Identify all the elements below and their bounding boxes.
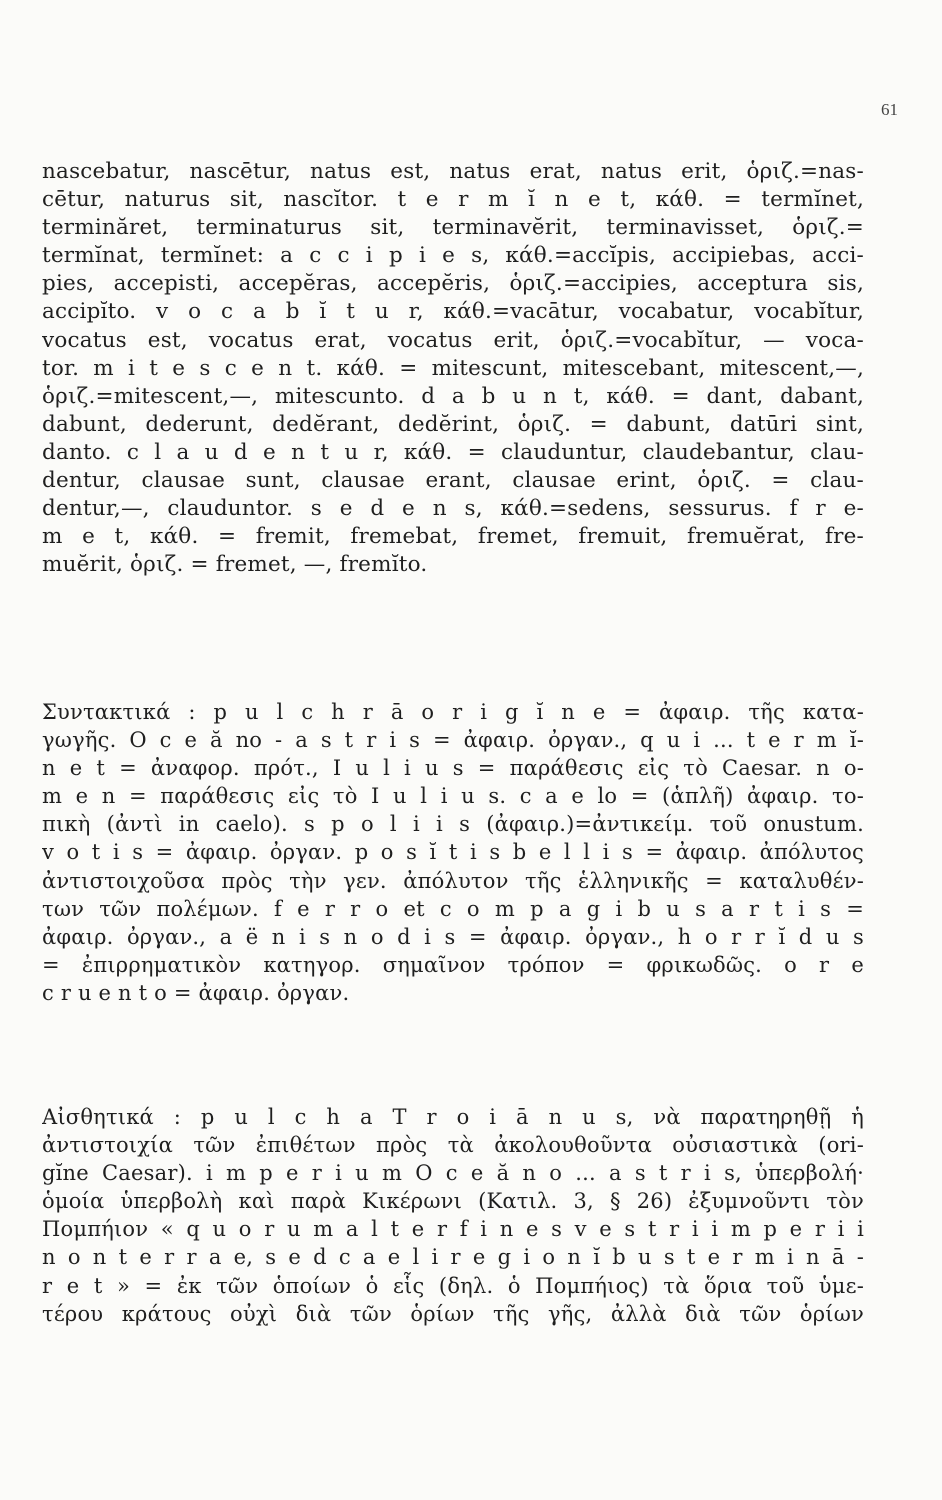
text-line: v o t i s = ἀφαιρ. ὀργαν. p o s ĭ t i s b e l l i s = ἀφαιρ. ἀπόλυτος: [42, 840, 864, 865]
text-line: Αἰσθητικά : p u l c h a T r o i ā n u s, νὰ παρατηρηθῇ ἡ: [42, 1105, 864, 1129]
text-line: γωγῆς. O c e ă no - a s t r i s = ἀφαιρ. ὀργαν., q u i ... t e r m ĭ-: [42, 728, 864, 753]
text-line: Συντακτικά : p u l c h r ā o r i g ĭ n e = ἀφαιρ. τῆς κατα-: [42, 700, 864, 724]
text-line: n o n t e r r a e, s e d c a e l i r e g i o n ĭ b u s t e r m i n ā -: [42, 1245, 864, 1270]
paragraph-3: [42, 1103, 864, 1328]
text-line: m e t, κάθ. = fremit, fremebat, fremet, fremuit, fremuĕrat, fre-: [42, 524, 864, 550]
text-line: ὁριζ.=mitescent,—, mitescunto. d a b u n t, κάθ. = dant, dabant,: [42, 383, 864, 409]
text-line: gĭne Caesar). i m p e r i u m O c e ă n o ... a s t r i s, ὑπερβολή·: [42, 1161, 864, 1186]
text-line: ἀντιστοιχία τῶν ἐπιθέτων πρὸς τὰ ἀκολουθοῦντα οὐσιαστικὰ (ori-: [42, 1133, 864, 1158]
text-line: dabunt, dederunt, dedĕrant, dedĕrint, ὁριζ. = dabunt, datūri sint,: [42, 411, 864, 437]
text-line: pies, accepisti, accepĕras, accepĕris, ὁριζ.=accipies, acceptura sis,: [42, 271, 864, 297]
text-line: ἀφαιρ. ὀργαν., a ë n i s n o d i s = ἀφαιρ. ὀργαν., h o r r ĭ d u s: [42, 924, 864, 949]
text-line: dentur,—, clauduntor. s e d e n s, κάθ.=sedens, sessurus. f r e-: [42, 496, 864, 522]
text-line: ἀντιστοιχοῦσα πρὸς τὴν γεν. ἀπόλυτον τῆς ἑλληνικῆς = καταλυθέν-: [42, 868, 864, 893]
text-line: danto. c l a u d e n t u r, κάθ. = clauduntur, claudebantur, clau-: [42, 439, 864, 465]
text-line: r e t » = ἐκ τῶν ὁποίων ὁ εἷς (δηλ. ὁ Πομπήιος) τὰ ὅρια τοῦ ὑμε-: [42, 1273, 864, 1298]
page-number: 61: [881, 100, 898, 119]
text-line: vocatus est, vocatus erat, vocatus erit, ὁριζ.=vocabĭtur, — voca-: [42, 327, 864, 353]
text-line: των τῶν πολέμων. f e r r o et c o m p a g i b u s a r t i s =: [42, 896, 864, 921]
text-line: terminăret, terminaturus sit, terminavĕrit, terminavisset, ὁριζ.=: [42, 215, 864, 241]
text-line: muĕrit, ὁριζ. = fremet, —, fremĭto.: [42, 552, 428, 578]
text-line: n e t = ἀναφορ. πρότ., I u l i u s = παράθεσις εἰς τὸ Caesar. n o-: [42, 756, 864, 781]
text-line: = ἐπιρρηματικὸν κατηγορ. σημαῖνον τρόπον = φρικωδῶς. o r e: [42, 952, 864, 977]
text-line: Πομπήιον « q u o r u m a l t e r f i n e s v e s t r i i m p e r i i: [42, 1217, 864, 1242]
text-line: πικὴ (ἀντὶ in caelo). s p o l i i s (ἀφαιρ.)=ἀντικείμ. τοῦ onustum.: [42, 812, 864, 837]
paragraph-2: [42, 698, 864, 1007]
text-line: nascebatur, nascētur, natus est, natus erat, natus erit, ὁριζ.=nas-: [42, 159, 864, 184]
text-line: ὁμοία ὑπερβολὴ καὶ παρὰ Κικέρωνι (Κατιλ. 3, § 26) ἐξυμνοῦντι τὸν: [42, 1189, 864, 1214]
text-line: tor. m i t e s c e n t. κάθ. = mitescunt, mitescebant, mitescent,—,: [42, 355, 864, 381]
text-line: τέρου κράτους οὐχὶ διὰ τῶν ὁρίων τῆς γῆς, ἀλλὰ διὰ τῶν ὁρίων: [42, 1301, 864, 1326]
text-line: accipĭto. v o c a b ĭ t u r, κάθ.=vacātur, vocabatur, vocabĭtur,: [42, 299, 864, 325]
text-line: termĭnat, termĭnet: a c c i p i e s, κάθ.=accĭpis, accipiebas, acci-: [42, 243, 864, 269]
text-line: m e n = παράθεσις εἰς τὸ I u l i u s. c a e lo = (ἁπλῆ) ἀφαιρ. το-: [42, 784, 864, 809]
text-line: c r u e n t o = ἀφαιρ. ὀργαν.: [42, 980, 350, 1005]
text-line: cētur, naturus sit, nascĭtor. t e r m ĭ n e t, κάθ. = termĭnet,: [42, 187, 864, 213]
paragraph-1: [42, 158, 864, 579]
text-line: dentur, clausae sunt, clausae erant, clausae erint, ὁριζ. = clau-: [42, 468, 864, 494]
